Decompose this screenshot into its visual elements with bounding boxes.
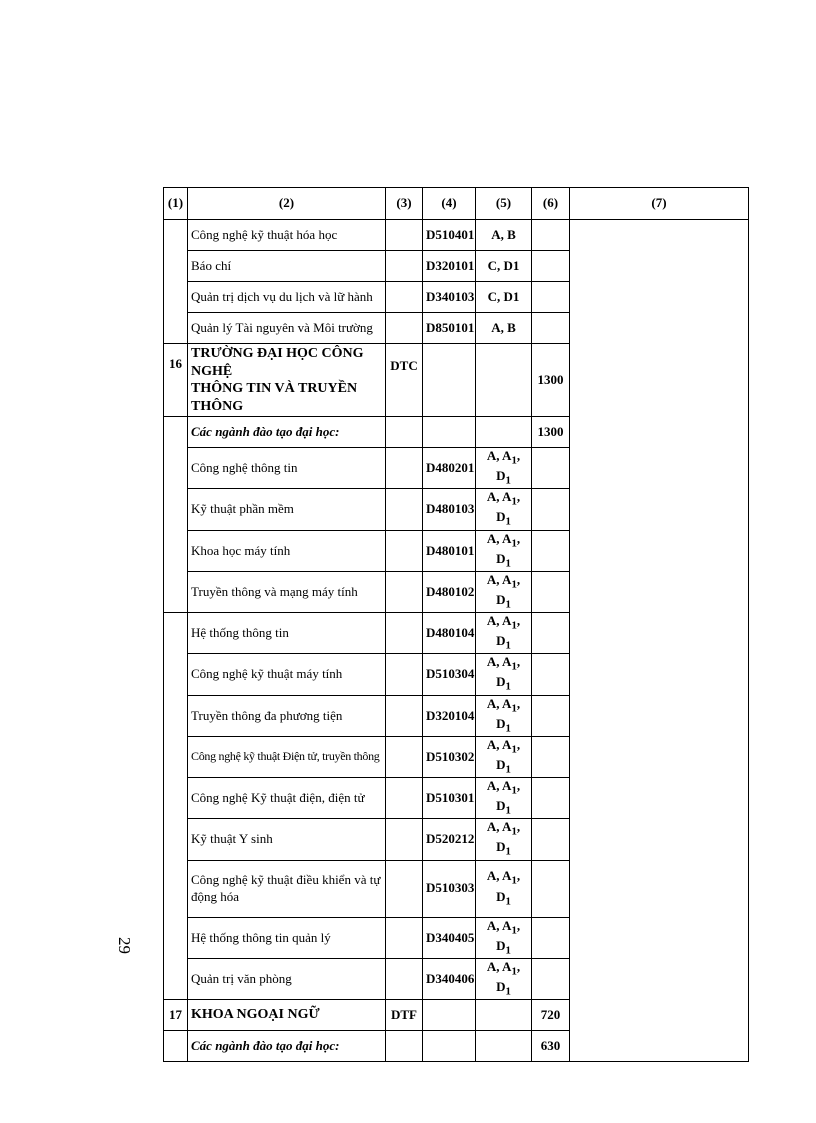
exam-group: A, B bbox=[476, 313, 532, 344]
table-row bbox=[164, 220, 749, 251]
major-code: D340405 bbox=[423, 917, 476, 958]
section-quota: 1300 bbox=[532, 417, 570, 448]
header-cell: (2) bbox=[188, 188, 386, 220]
exam-group: C, D1 bbox=[476, 251, 532, 282]
school-quota: 720 bbox=[532, 1000, 570, 1031]
major-name: Quản lý Tài nguyên và Môi trường bbox=[188, 313, 386, 344]
major-name: Hệ thống thông tin quản lý bbox=[188, 917, 386, 958]
notes-cell bbox=[570, 344, 749, 613]
major-name: Hệ thống thông tin bbox=[188, 613, 386, 654]
major-code: D340406 bbox=[423, 958, 476, 999]
major-code: D320104 bbox=[423, 695, 476, 736]
exam-group: A, $A_1$, $D_1$ bbox=[476, 819, 532, 860]
major-code: D520212 bbox=[423, 819, 476, 860]
exam-group: A, $A_1$, $D_1$ bbox=[476, 695, 532, 736]
notes-cell bbox=[570, 613, 749, 1000]
major-code: D510303 bbox=[423, 860, 476, 917]
notes-cell bbox=[570, 1000, 749, 1062]
major-code: D510401 bbox=[423, 220, 476, 251]
major-name: Truyền thông và mạng máy tính bbox=[188, 571, 386, 612]
major-name: Công nghệ kỹ thuật Điện tử, truyền thông bbox=[188, 736, 386, 777]
exam-group: A, $A_1$, $D_1$ bbox=[476, 778, 532, 819]
exam-group: A, $A_1$, $D_1$ bbox=[476, 448, 532, 489]
section-label: Các ngành đào tạo đại học: bbox=[188, 417, 386, 448]
major-code: D850101 bbox=[423, 313, 476, 344]
school-number: 16 bbox=[164, 344, 188, 417]
major-code: D480104 bbox=[423, 613, 476, 654]
major-code: D510301 bbox=[423, 778, 476, 819]
school-symbol: DTF bbox=[386, 1000, 423, 1031]
exam-group: A, $A_1$, $D_1$ bbox=[476, 654, 532, 695]
notes-cell bbox=[570, 220, 749, 344]
exam-group: A, $A_1$, $D_1$ bbox=[476, 860, 532, 917]
major-code: D480201 bbox=[423, 448, 476, 489]
major-name: Quản trị dịch vụ du lịch và lữ hành bbox=[188, 282, 386, 313]
header-row bbox=[164, 188, 749, 220]
major-name: Công nghệ thông tin bbox=[188, 448, 386, 489]
major-name: Kỹ thuật phần mềm bbox=[188, 489, 386, 530]
major-name: Công nghệ Kỹ thuật điện, điện tử bbox=[188, 778, 386, 819]
header-cell: (4) bbox=[423, 188, 476, 220]
major-name: Khoa học máy tính bbox=[188, 530, 386, 571]
major-name: Công nghệ kỹ thuật máy tính bbox=[188, 654, 386, 695]
school-quota: 1300 bbox=[532, 344, 570, 417]
major-code: D480103 bbox=[423, 489, 476, 530]
major-code: D480101 bbox=[423, 530, 476, 571]
school-symbol: DTC bbox=[386, 344, 423, 417]
major-code: D510304 bbox=[423, 654, 476, 695]
exam-group: A, $A_1$, $D_1$ bbox=[476, 958, 532, 999]
exam-group: A, $A_1$, $D_1$ bbox=[476, 530, 532, 571]
school-name: TRƯỜNG ĐẠI HỌC CÔNG NGHỆ THÔNG TIN VÀ TRUYỀN THÔNG bbox=[188, 344, 386, 417]
major-code: D340103 bbox=[423, 282, 476, 313]
major-name: Quản trị văn phòng bbox=[188, 958, 386, 999]
exam-group: A, $A_1$, $D_1$ bbox=[476, 613, 532, 654]
header-cell: (7) bbox=[570, 188, 749, 220]
no-cell bbox=[164, 220, 188, 251]
exam-group: A, $A_1$, $D_1$ bbox=[476, 917, 532, 958]
major-code: D510302 bbox=[423, 736, 476, 777]
major-name: Báo chí bbox=[188, 251, 386, 282]
exam-group: A, $A_1$, $D_1$ bbox=[476, 736, 532, 777]
header-cell: (3) bbox=[386, 188, 423, 220]
school-number: 17 bbox=[164, 1000, 188, 1031]
exam-group: A, $A_1$, $D_1$ bbox=[476, 489, 532, 530]
exam-group: C, D1 bbox=[476, 282, 532, 313]
major-code: D480102 bbox=[423, 571, 476, 612]
school-row bbox=[164, 1000, 749, 1031]
major-name: Công nghệ kỹ thuật điều khiển và tự động hóa bbox=[188, 860, 386, 917]
major-name: Công nghệ kỹ thuật hóa học bbox=[188, 220, 386, 251]
major-code: D320101 bbox=[423, 251, 476, 282]
section-label: Các ngành đào tạo đại học: bbox=[188, 1031, 386, 1062]
exam-group: A, B bbox=[476, 220, 532, 251]
major-name: Kỹ thuật Y sinh bbox=[188, 819, 386, 860]
admissions-table bbox=[163, 187, 749, 1062]
table-row bbox=[164, 613, 749, 654]
header-cell: (1) bbox=[164, 188, 188, 220]
page-number: 29 bbox=[115, 937, 134, 954]
school-row bbox=[164, 344, 749, 417]
section-quota: 630 bbox=[532, 1031, 570, 1062]
header-cell: (6) bbox=[532, 188, 570, 220]
school-name: KHOA NGOẠI NGỮ bbox=[188, 1000, 386, 1031]
exam-group: A, $A_1$, $D_1$ bbox=[476, 571, 532, 612]
header-cell: (5) bbox=[476, 188, 532, 220]
major-name: Truyền thông đa phương tiện bbox=[188, 695, 386, 736]
